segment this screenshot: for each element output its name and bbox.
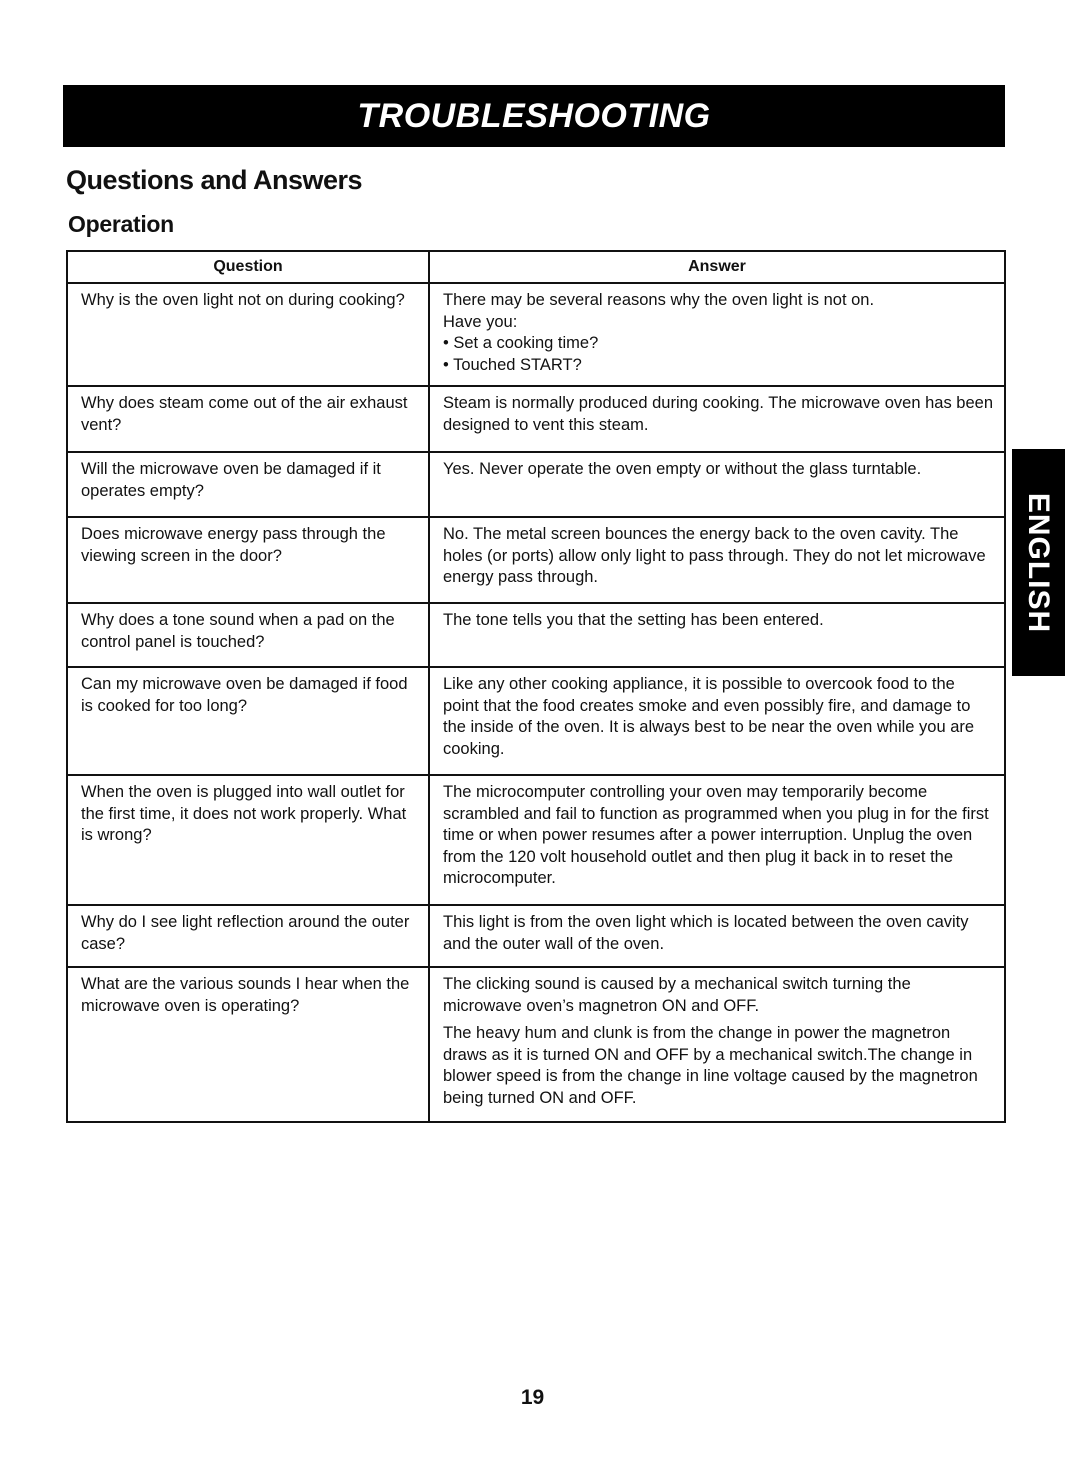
answer-paragraph <box>443 524 994 589</box>
answer-line: Yes. Never operate the oven empty or without the glass turntable. <box>443 460 922 478</box>
question-cell: What are the various sounds I hear when the microwave oven is operating? <box>67 967 429 1122</box>
answer-paragraph <box>443 782 994 890</box>
subsection-heading: Operation <box>68 211 174 237</box>
table-row <box>67 283 1005 386</box>
answer-cell <box>429 775 1005 905</box>
answer-cell <box>429 283 1005 386</box>
section-heading: Questions and Answers <box>66 165 363 195</box>
question-cell: Will the microwave oven be damaged if it operates empty? <box>67 452 429 517</box>
table-header-row <box>67 251 1005 283</box>
answer-paragraph <box>443 459 994 481</box>
question-cell: Why does steam come out of the air exhaust vent? <box>67 386 429 452</box>
table-row <box>67 603 1005 667</box>
answer-cell <box>429 603 1005 667</box>
table-row <box>67 517 1005 603</box>
answer-cell <box>429 967 1005 1122</box>
answer-line: • Set a cooking time? <box>443 334 599 352</box>
answer-cell <box>429 517 1005 603</box>
table-row <box>67 905 1005 967</box>
question-column-header: Question <box>67 251 429 283</box>
answer-paragraph <box>443 393 994 436</box>
answer-cell <box>429 667 1005 775</box>
question-cell: Why do I see light reflection around the outer case? <box>67 905 429 967</box>
answer-line: The tone tells you that the setting has been entered. <box>443 611 824 629</box>
page-title: TROUBLESHOOTING <box>357 96 711 135</box>
answer-line: Have you: <box>443 312 518 331</box>
answer-line: No. The metal screen bounces the energy back to the oven cavity. The holes (or ports) allow only light to pass through. They do not let microwave energy pass through. <box>443 525 986 586</box>
question-cell: Can my microwave oven be damaged if food is cooked for too long? <box>67 667 429 775</box>
answer-paragraph <box>443 974 994 1017</box>
question-cell: Why is the oven light not on during cooking? <box>67 283 429 386</box>
answer-line: Like any other cooking appliance, it is possible to overcook food to the point that the food creates smoke and even possibly fire, and damage to the inside of the oven. It is always best to be near the oven while you are cooking. <box>443 675 975 758</box>
page-number: 19 <box>520 1386 545 1409</box>
answer-cell <box>429 386 1005 452</box>
qa-table <box>66 250 1006 1123</box>
question-cell: Does microwave energy pass through the viewing screen in the door? <box>67 517 429 603</box>
question-cell: When the oven is plugged into wall outlet for the first time, it does not work properly. What is wrong? <box>67 775 429 905</box>
question-cell: Why does a tone sound when a pad on the control panel is touched? <box>67 603 429 667</box>
answer-paragraph <box>443 610 994 632</box>
answer-paragraph <box>443 290 994 376</box>
title-banner <box>63 85 1005 147</box>
answer-line: • Touched START? <box>443 355 582 374</box>
table-row <box>67 967 1005 1122</box>
answer-line: The microcomputer controlling your oven may temporarily become scrambled and fail to function as programmed when you plug in for the first time or when power resumes after a power interruption. Unplug the oven from the 120 volt household outlet and then plug it back in to reset the microcomputer. <box>443 783 989 887</box>
answer-column-header: Answer <box>429 251 1005 283</box>
table-row <box>67 386 1005 452</box>
language-tab-label: ENGLISH <box>1022 492 1056 633</box>
answer-line: The clicking sound is caused by a mechanical switch turning the microwave oven’s magnetron ON and OFF. <box>443 975 911 1015</box>
table-row <box>67 775 1005 905</box>
answer-paragraph <box>443 674 994 760</box>
answer-paragraph <box>443 912 994 955</box>
answer-line: Steam is normally produced during cooking. The microwave oven has been designed to vent this steam. <box>443 394 993 434</box>
table-body <box>67 283 1005 1122</box>
table-row <box>67 667 1005 775</box>
language-tab <box>1012 449 1065 676</box>
answer-line: There may be several reasons why the oven light is not on. <box>443 291 875 309</box>
answer-paragraph <box>443 1023 994 1109</box>
table-row <box>67 452 1005 517</box>
answer-cell <box>429 905 1005 967</box>
answer-line: This light is from the oven light which is located between the oven cavity and the outer wall of the oven. <box>443 913 969 953</box>
answer-line: The heavy hum and clunk is from the change in power the magnetron draws as it is turned ON and OFF by a mechanical switch.The change in blower speed is from the change in line voltage caused by the magnetron being turned ON and OFF. <box>443 1024 978 1107</box>
answer-cell <box>429 452 1005 517</box>
